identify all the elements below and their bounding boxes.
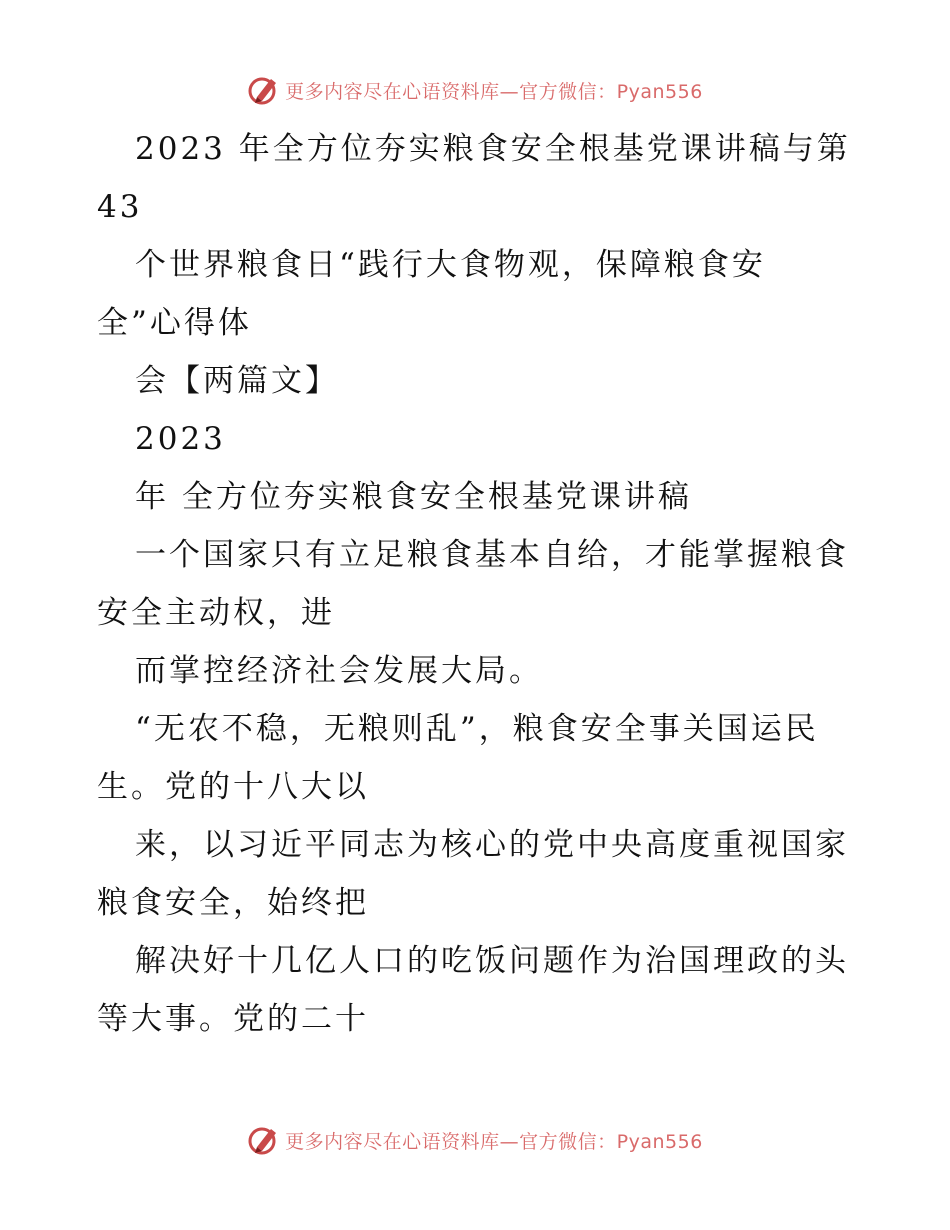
pen-nib-circle-icon [247, 1123, 281, 1157]
text-line: 等大事。党的二十 [97, 1001, 369, 1037]
header-watermark [0, 70, 950, 110]
text-line: 43 [97, 189, 143, 225]
pen-nib-circle-icon [247, 73, 281, 107]
footer-watermark [0, 1120, 950, 1160]
footer-watermark-text: 更多内容尽在心语资料库—官方微信：Pyan556 [285, 1130, 703, 1153]
text-line: 一个国家只有立足粮食基本自给，才能掌握粮食 [135, 537, 849, 573]
text-line: 粮食安全，始终把 [97, 885, 369, 921]
text-line: 2023 [135, 421, 226, 457]
text-line: 个世界粮食日“践行大食物观，保障粮食安 [135, 247, 766, 283]
text-line: 2023 年全方位夯实粮食安全根基党课讲稿与第 [135, 131, 851, 167]
header-watermark-text: 更多内容尽在心语资料库—官方微信：Pyan556 [285, 80, 703, 103]
document-body [97, 120, 857, 1048]
text-line: 而掌控经济社会发展大局。 [135, 653, 543, 689]
text-line: 会【两篇文】 [135, 363, 339, 399]
text-line: 解决好十几亿人口的吃饭问题作为治国理政的头 [135, 943, 849, 979]
text-line: 生。党的十八大以 [97, 769, 369, 805]
text-line: “无农不稳，无粮则乱”，粮食安全事关国运民 [135, 711, 819, 747]
text-line: 全”心得体 [97, 305, 252, 341]
text-line: 来，以习近平同志为核心的党中央高度重视国家 [135, 827, 849, 863]
text-line: 年 全方位夯实粮食安全根基党课讲稿 [135, 479, 692, 515]
text-line: 安全主动权，进 [97, 595, 335, 631]
